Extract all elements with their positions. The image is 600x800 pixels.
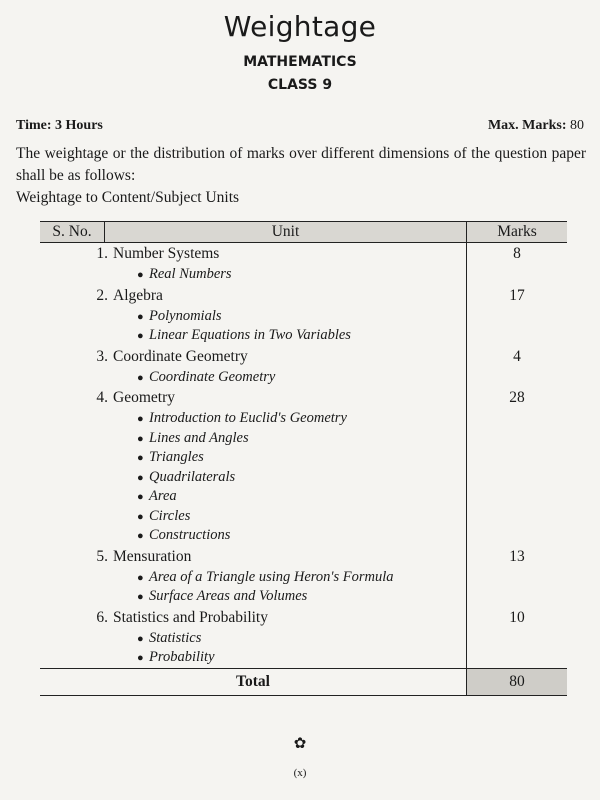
- class-heading: CLASS 9: [267, 77, 333, 93]
- marks-value: 8: [513, 245, 521, 262]
- marks-value: 10: [509, 608, 525, 626]
- unit-marks: [467, 243, 567, 285]
- topic-item: [88, 265, 466, 285]
- time-label: Time: 3 Hours: [16, 118, 103, 133]
- topic-label: Circles: [149, 507, 191, 524]
- section-label: Weightage to Content/Subject Units: [16, 189, 240, 206]
- topic-label: Triangles: [149, 449, 204, 465]
- unit-number: 6.: [96, 608, 108, 626]
- topic-label: Area: [149, 488, 177, 504]
- subject-heading: MATHEMATICS: [243, 54, 357, 70]
- bullet-icon: ●: [137, 632, 144, 645]
- topic-label: Area of a Triangle using Heron's Formula: [149, 568, 394, 585]
- bullet-icon: ●: [137, 413, 144, 425]
- topic-item: [88, 629, 466, 649]
- topic-item: [88, 307, 466, 327]
- flower-ornament-icon: ✿: [293, 736, 307, 752]
- bullet-icon: ●: [137, 371, 144, 384]
- topic-label: Probability: [149, 649, 215, 665]
- unit-title: [88, 607, 466, 629]
- header-unit: Unit: [105, 222, 467, 243]
- topic-label: Quadrilaterals: [149, 468, 236, 485]
- bullet-icon: ●: [137, 432, 144, 445]
- topic-item: [88, 409, 466, 429]
- unit-title: [88, 546, 466, 568]
- unit-number: 2.: [96, 286, 108, 304]
- total-value: 80: [467, 668, 568, 695]
- max-marks: [488, 118, 584, 134]
- table-header-row: [40, 222, 567, 243]
- unit-block: [40, 285, 466, 346]
- weightage-table: [40, 221, 567, 696]
- topic-label: Coordinate Geometry: [149, 368, 276, 385]
- marks-column: [467, 243, 568, 669]
- unit-title: [88, 346, 466, 368]
- unit-title: [88, 285, 466, 307]
- bullet-icon: ●: [137, 591, 144, 603]
- unit-marks: [467, 387, 567, 546]
- marks-value: 13: [509, 547, 525, 565]
- topic-item: [88, 526, 466, 546]
- marks-value: 4: [513, 347, 521, 365]
- bullet-icon: ●: [137, 571, 144, 584]
- topic-label: Constructions: [149, 527, 231, 543]
- topic-label: Polynomials: [149, 307, 222, 324]
- topic-label: Introduction to Euclid's Geometry: [149, 410, 347, 426]
- unit-marks: [467, 546, 567, 607]
- max-marks-label: Max. Marks:: [487, 118, 567, 133]
- unit-block: [40, 546, 466, 607]
- topic-label: Lines and Angles: [149, 429, 249, 446]
- topic-item: [88, 448, 466, 468]
- unit-block: [40, 607, 466, 668]
- bullet-icon: ●: [137, 652, 144, 664]
- exam-meta: [16, 118, 584, 134]
- units-list: [40, 243, 466, 668]
- unit-title: [88, 387, 466, 409]
- unit-number: 4.: [96, 389, 108, 406]
- page-number: (x): [293, 767, 307, 779]
- unit-block: [40, 387, 466, 546]
- bullet-icon: ●: [137, 471, 144, 484]
- units-cell: [40, 243, 467, 669]
- unit-number: 3.: [96, 347, 108, 365]
- bullet-icon: ●: [137, 491, 144, 503]
- unit-name: Mensuration: [113, 547, 192, 565]
- unit-marks: [467, 346, 567, 388]
- topic-item: [88, 648, 466, 668]
- unit-name: Statistics and Probability: [113, 608, 268, 626]
- topic-label: Statistics: [149, 629, 202, 646]
- header-marks: Marks: [467, 222, 568, 243]
- marks-value: 28: [509, 389, 525, 406]
- unit-number: 1.: [96, 245, 108, 262]
- unit-marks: [467, 607, 567, 668]
- total-row: [40, 668, 567, 695]
- topic-label: Surface Areas and Volumes: [149, 588, 308, 604]
- topic-label: Real Numbers: [149, 266, 232, 282]
- unit-block: [40, 243, 466, 285]
- max-marks-value: 80: [570, 118, 584, 133]
- topic-item: [88, 429, 466, 449]
- bullet-icon: ●: [137, 452, 144, 464]
- page-title: Weightage: [223, 10, 377, 43]
- unit-name: Geometry: [113, 389, 175, 406]
- unit-title: [88, 243, 466, 265]
- unit-name: Number Systems: [113, 245, 220, 262]
- topic-item: [88, 587, 466, 607]
- topic-label: Linear Equations in Two Variables: [149, 327, 351, 343]
- marks-value: 17: [509, 286, 525, 304]
- topic-item: [88, 368, 466, 388]
- topic-item: [88, 507, 466, 527]
- topic-item: [88, 468, 466, 488]
- bullet-icon: ●: [137, 330, 144, 342]
- bullet-icon: ●: [137, 530, 144, 542]
- unit-name: Algebra: [113, 286, 163, 304]
- unit-block: [40, 346, 466, 388]
- intro-paragraph: The weightage or the distribution of marks over different dimensions of the question paper shall be as follows:: [16, 145, 586, 184]
- unit-marks: [467, 285, 567, 346]
- bullet-icon: ●: [137, 510, 144, 523]
- unit-name: Coordinate Geometry: [113, 347, 248, 365]
- table-body: [40, 243, 567, 696]
- topic-item: [88, 568, 466, 588]
- topic-item: [88, 487, 466, 507]
- unit-number: 5.: [96, 547, 108, 565]
- total-label: Total: [40, 668, 467, 695]
- header-sno: S. No.: [40, 222, 105, 243]
- topic-item: [88, 326, 466, 346]
- bullet-icon: ●: [137, 310, 144, 323]
- bullet-icon: ●: [137, 269, 144, 281]
- marks-list: [467, 243, 567, 668]
